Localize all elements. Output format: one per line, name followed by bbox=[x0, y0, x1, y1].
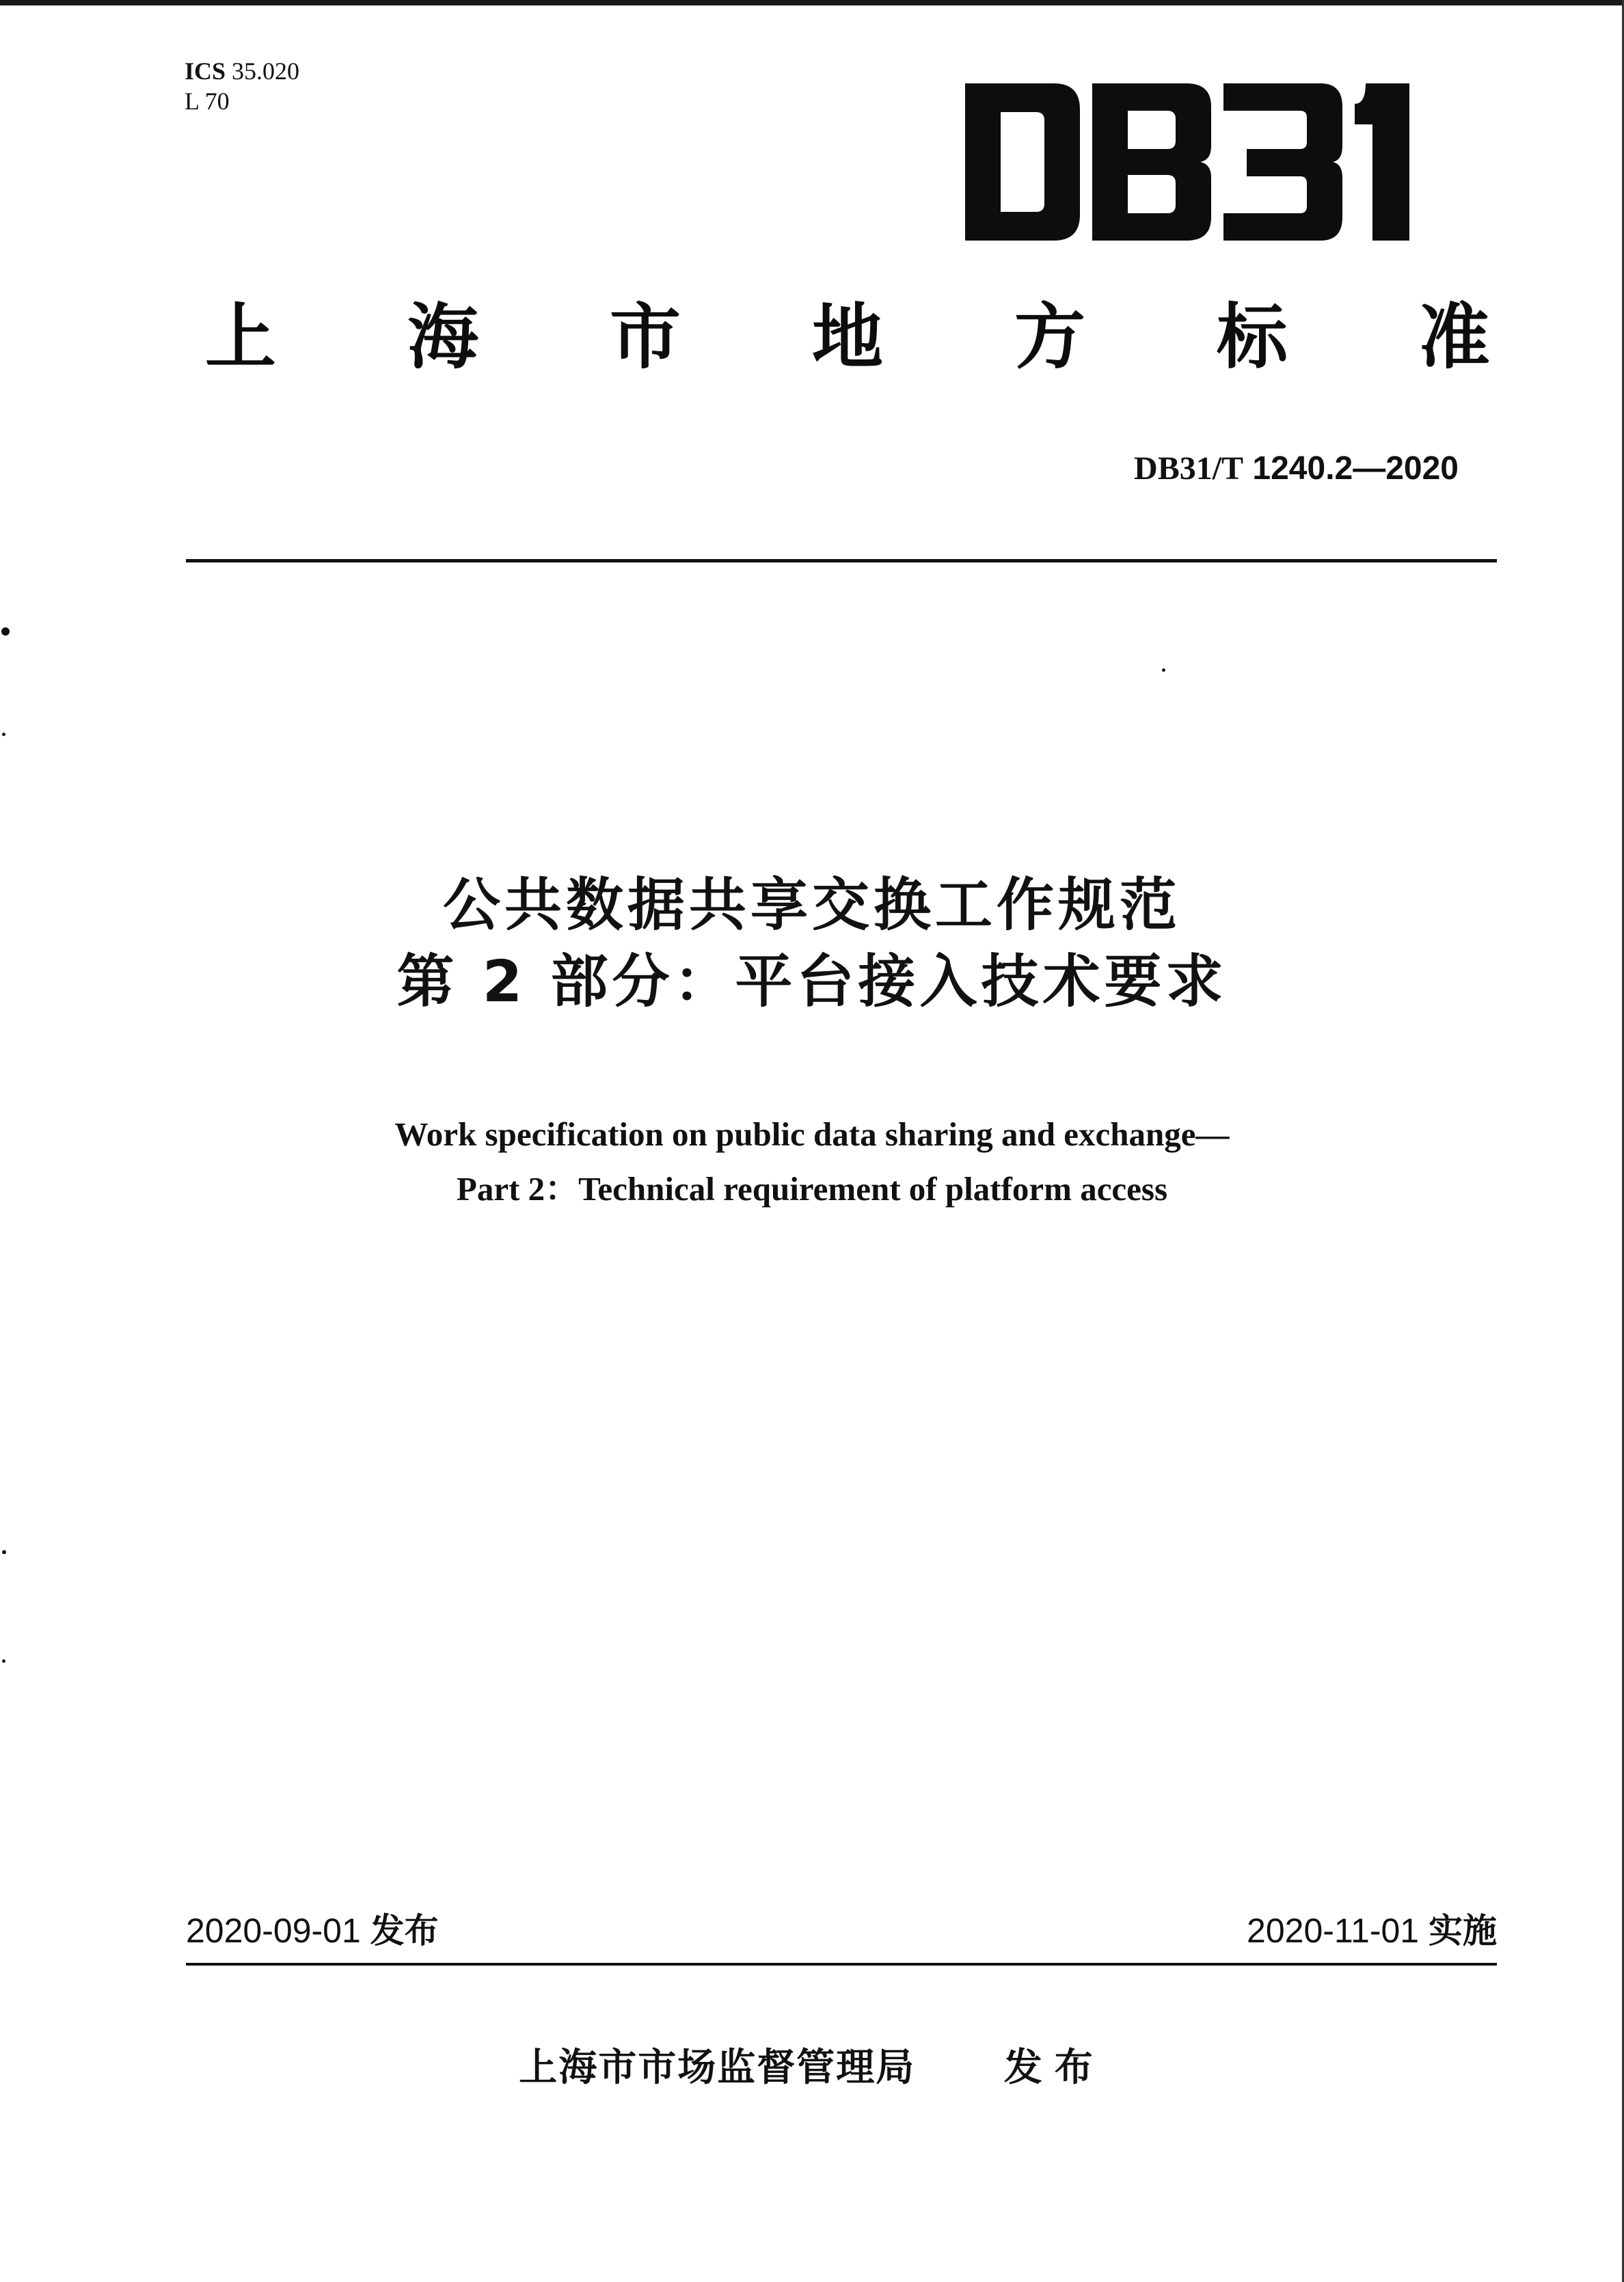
scan-speck bbox=[1162, 668, 1165, 672]
chinese-title bbox=[0, 867, 1624, 1020]
standard-type-char: 海 bbox=[407, 295, 478, 379]
issue-date-label: 发布 bbox=[370, 1911, 439, 1951]
english-title-line-1: Work specification on public data sharing and exchange— bbox=[394, 1115, 1230, 1153]
implement-date-value: 2020-11-01 bbox=[1247, 1912, 1420, 1950]
ics-line bbox=[185, 56, 299, 86]
english-title-line-2: Part 2：Technical requirement of platform access bbox=[456, 1170, 1168, 1208]
standard-code bbox=[1134, 448, 1459, 489]
standard-type-title bbox=[205, 293, 1490, 381]
scan-speck bbox=[2, 1659, 5, 1663]
implement-date-label: 实施 bbox=[1429, 1911, 1497, 1951]
implement-date bbox=[1247, 1910, 1497, 1952]
footer-divider bbox=[186, 1963, 1497, 1966]
standard-type-char: 方 bbox=[1014, 295, 1085, 379]
standard-type-char: 上 bbox=[205, 295, 277, 379]
publisher-action: 发布 bbox=[1003, 2046, 1105, 2090]
standard-type-char: 地 bbox=[811, 295, 883, 379]
standard-type-char: 准 bbox=[1418, 295, 1490, 379]
issue-date bbox=[186, 1910, 439, 1952]
issue-date-value: 2020-09-01 bbox=[186, 1912, 361, 1950]
english-title bbox=[0, 1107, 1624, 1217]
classification-block bbox=[185, 56, 299, 116]
ics-code: 35.020 bbox=[232, 57, 300, 85]
scan-speck bbox=[1, 627, 10, 636]
standard-type-char: 市 bbox=[609, 295, 681, 379]
ccs-code: L 70 bbox=[185, 87, 230, 115]
chinese-title-line-1: 公共数据共享交换工作规范 bbox=[442, 871, 1181, 938]
standard-type-char: 标 bbox=[1216, 295, 1288, 379]
ics-label: ICS bbox=[185, 57, 226, 85]
chinese-title-line-2: 第 2 部分：平台接入技术要求 bbox=[396, 948, 1228, 1015]
scan-speck bbox=[2, 733, 5, 736]
scan-speck bbox=[2, 1550, 6, 1554]
standard-code-number: 1240.2—2020 bbox=[1252, 450, 1459, 487]
db31-logo bbox=[965, 83, 1409, 241]
publisher-organization: 上海市市场监督管理局 bbox=[519, 2046, 916, 2090]
publisher-line bbox=[0, 2043, 1624, 2093]
standard-code-prefix: DB31/T bbox=[1134, 450, 1244, 487]
scan-edge-top bbox=[0, 0, 1624, 5]
header-divider bbox=[186, 559, 1497, 562]
